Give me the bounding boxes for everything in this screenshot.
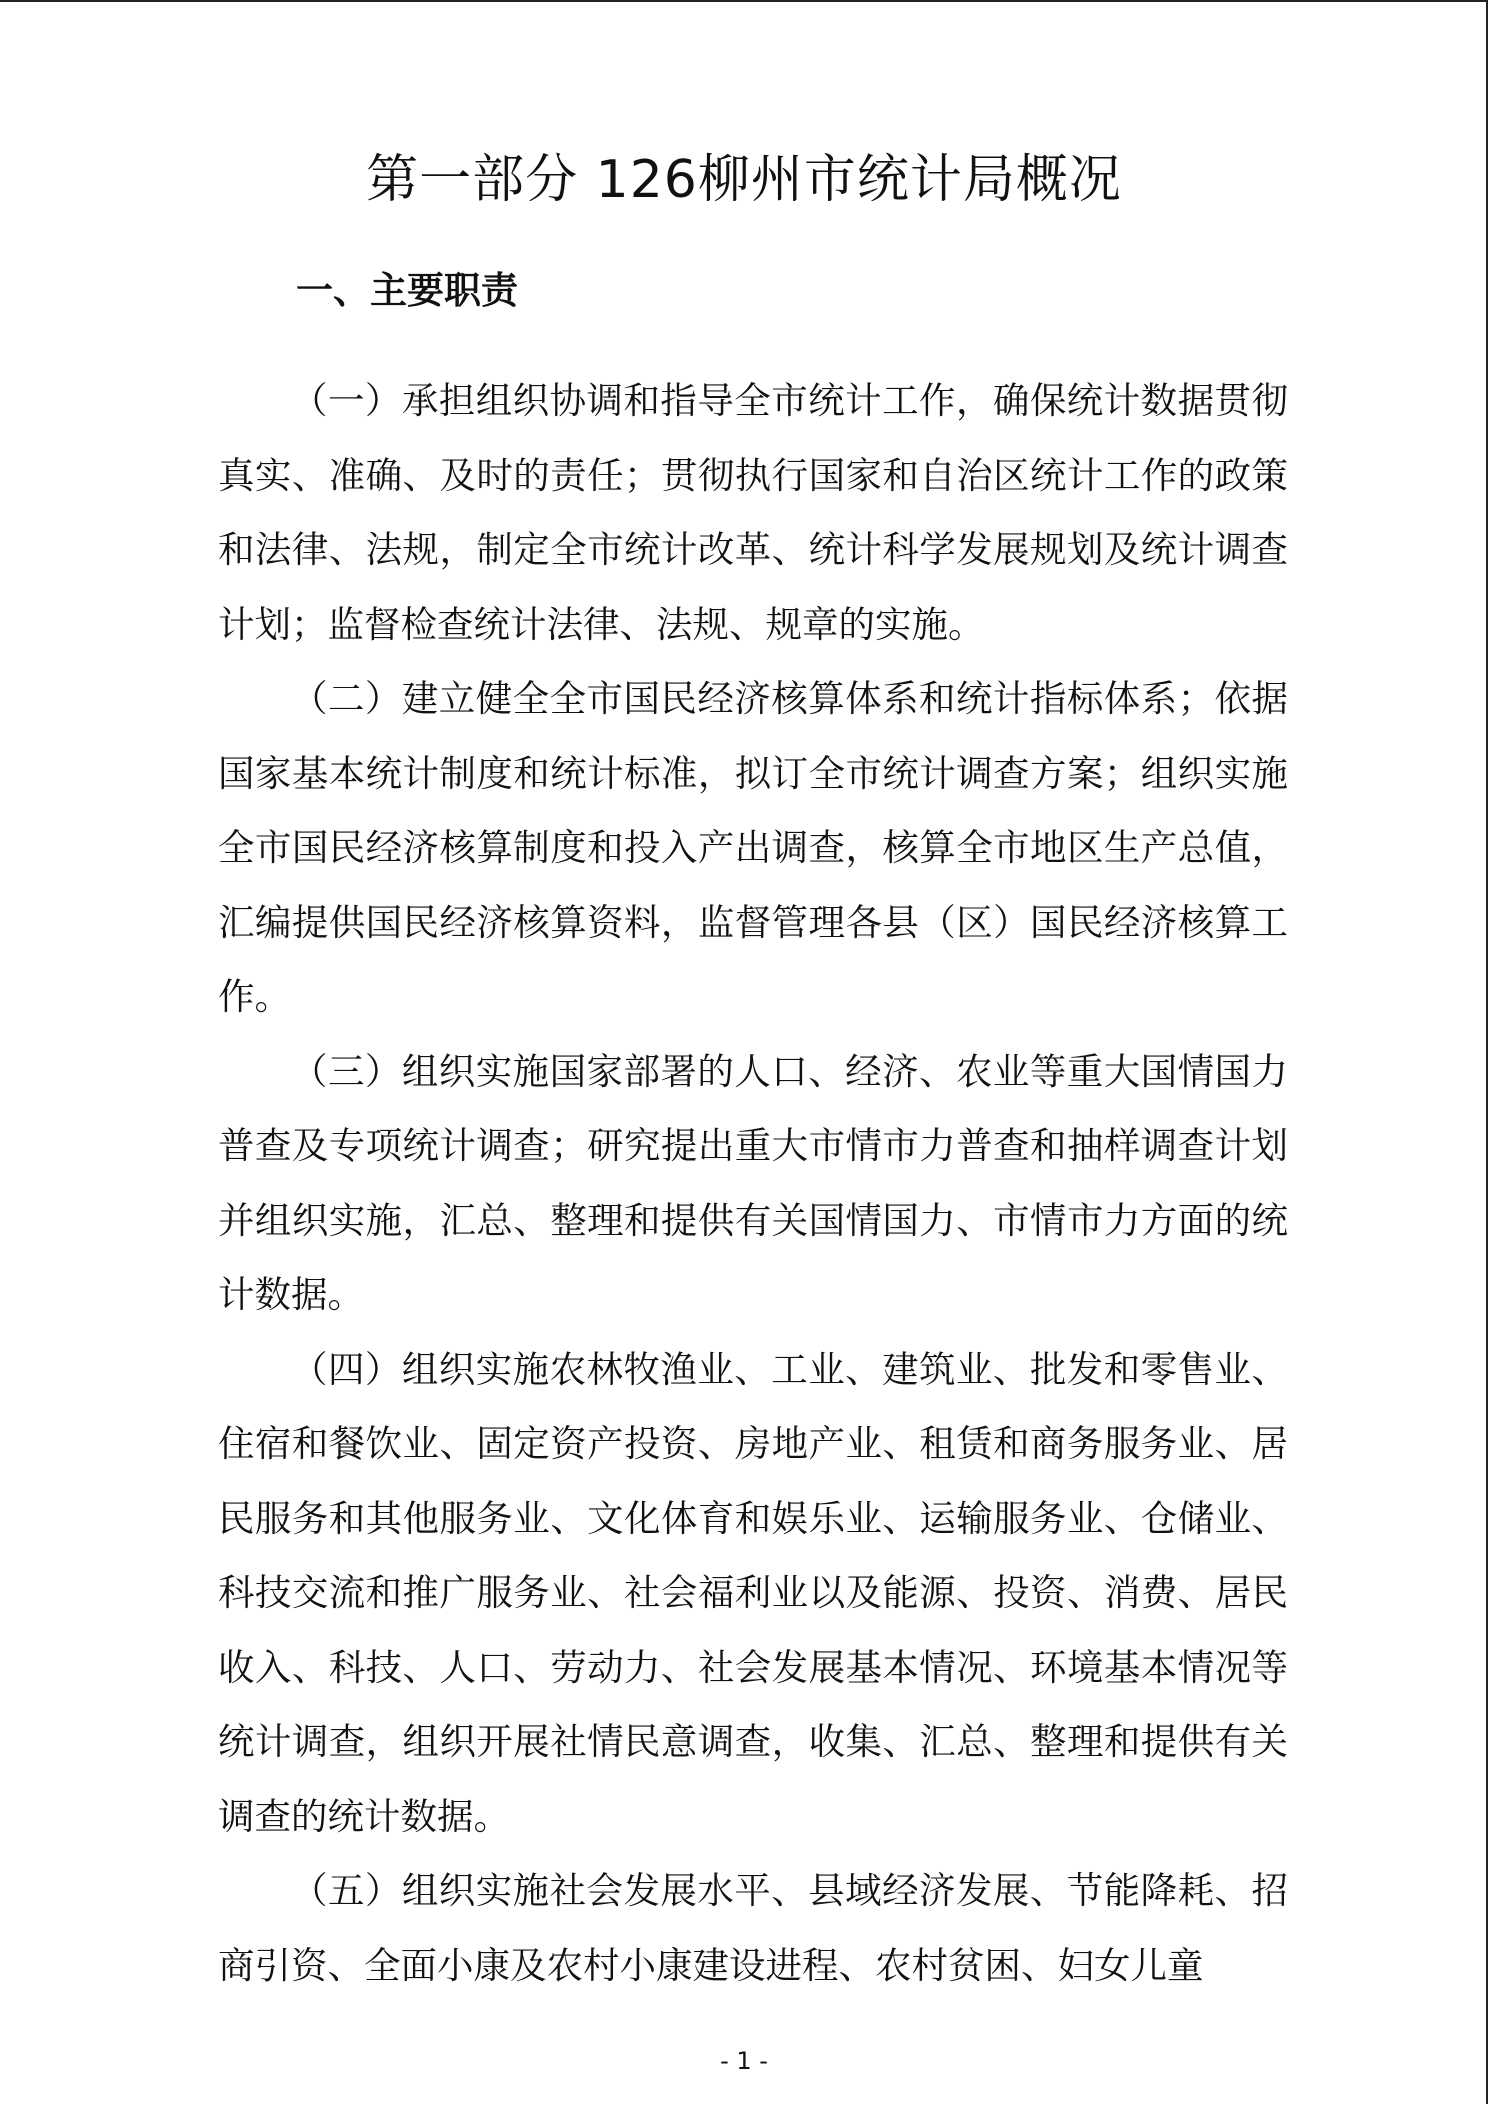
page-number: - 1 - (720, 2047, 768, 2075)
paragraph-5: （五）组织实施社会发展水平、县域经济发展、节能降耗、招商引资、全面小康及农村小康建设进程、农村贫困、妇女儿童 (218, 1869, 1288, 1987)
paragraph-2: （二）建立健全全市国民经济核算体系和统计指标体系；依据国家基本统计制度和统计标准，拟订全市统计调查方案；组织实施全市国民经济核算制度和投入产出调查，核算全市地区生产总值，汇编提供国民经济核算资料，监督管理各县（区）国民经济核算工作。 (218, 677, 1288, 1018)
paragraph-4: （四）组织实施农林牧渔业、工业、建筑业、批发和零售业、住宿和餐饮业、固定资产投资、房地产业、租赁和商务服务业、居民服务和其他服务业、文化体育和娱乐业、运输服务业、仓储业、科技交流和推广服务业、社会福利业以及能源、投资、消费、居民收入、科技、人口、劳动力、社会发展基本情况、环境基本情况等统计调查，组织开展社情民意调查，收集、汇总、整理和提供有关调查的统计数据。 (218, 1347, 1288, 1838)
paragraph-1: （一）承担组织协调和指导全市统计工作，确保统计数据贯彻真实、准确、及时的责任；贯彻执行国家和自治区统计工作的政策和法律、法规，制定全市统计改革、统计科学发展规划及统计调查计划；监督检查统计法律、法规、规章的实施。 (218, 379, 1288, 646)
page-border-top (0, 0, 1488, 2)
paragraph-3: （三）组织实施国家部署的人口、经济、农业等重大国情国力普查及专项统计调查；研究提出重大市情市力普查和抽样调查计划并组织实施，汇总、整理和提供有关国情国力、市情市力方面的统计数据。 (218, 1049, 1288, 1316)
document-title: 第一部分 126柳州市统计局概况 (366, 150, 1122, 210)
section-heading: 一、主要职责 (296, 269, 518, 312)
document-body (218, 364, 1288, 2003)
